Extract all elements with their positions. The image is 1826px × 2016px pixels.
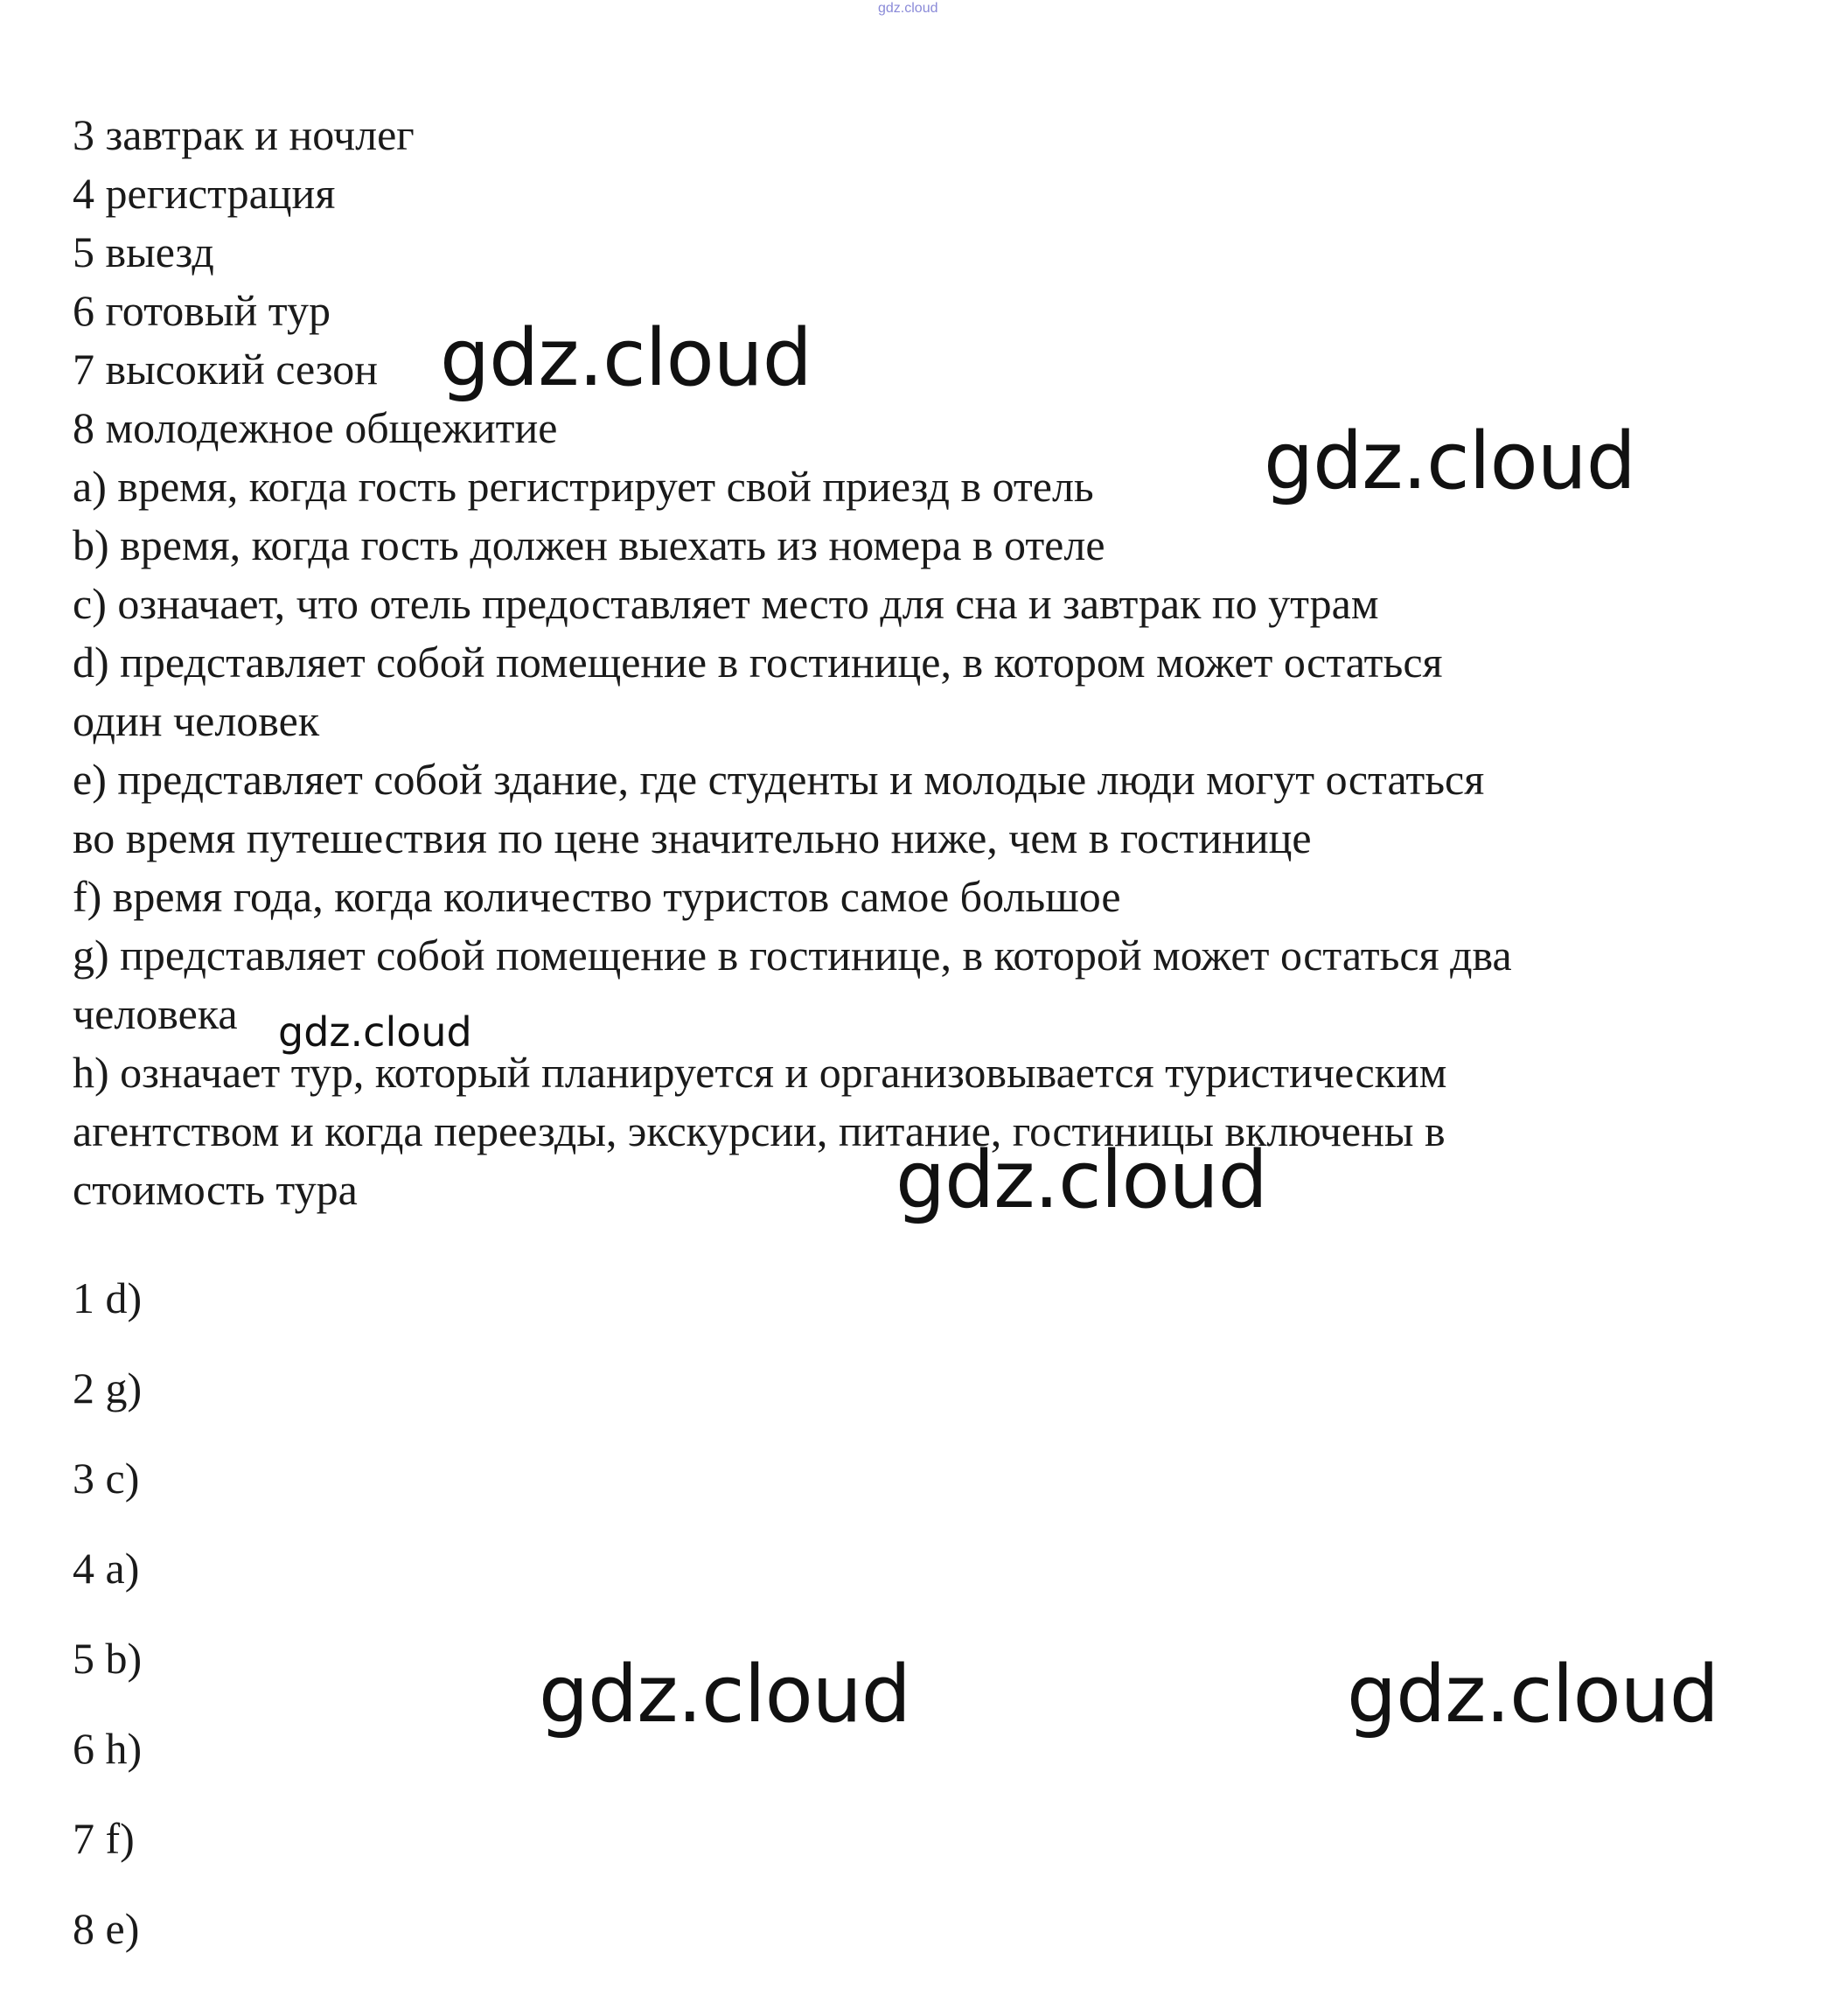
definition-line: агентством и когда переезды, экскурсии, питание, гостиницы включены в [73, 1106, 1446, 1155]
answer-item: 8 e) [73, 1904, 140, 1953]
definition-line: f) время года, когда количество туристов самое большое [73, 872, 1121, 921]
definition-line: b) время, когда гость должен выехать из номера в отеле [73, 520, 1105, 569]
term-line: 6 готовый тур [73, 286, 331, 335]
answer-item: 4 a) [73, 1544, 140, 1593]
term-line: 7 высокий сезон [73, 345, 379, 394]
definition-line: человека [73, 989, 238, 1038]
term-line: 8 молодежное общежитие [73, 403, 558, 452]
watermark: gdz.cloud [1347, 1649, 1718, 1740]
watermark: gdz.cloud [1264, 415, 1635, 507]
term-line: 3 завтрак и ночлег [73, 110, 415, 159]
definition-line: один человек [73, 696, 320, 745]
answer-item: 5 b) [73, 1634, 143, 1683]
watermark: gdz.cloud [539, 1649, 910, 1740]
answer-item: 2 g) [73, 1364, 143, 1413]
answer-item: 7 f) [73, 1814, 135, 1863]
watermark: gdz.cloud [440, 312, 812, 404]
definition-line: во время путешествия по цене значительно ниже, чем в гостинице [73, 813, 1312, 862]
answer-item: 6 h) [73, 1724, 143, 1773]
answer-list [73, 1253, 142, 1974]
term-line: 4 регистрация [73, 169, 336, 218]
site-mark: gdz.cloud [878, 1, 938, 16]
answer-item: 3 c) [73, 1454, 140, 1503]
definition-line: стоимость тура [73, 1165, 358, 1214]
term-line: 5 выезд [73, 227, 214, 276]
watermark: gdz.cloud [278, 1008, 472, 1056]
definition-line: a) время, когда гость регистрирует свой приезд в отель [73, 462, 1094, 511]
definition-line: c) означает, что отель предоставляет место для сна и завтрак по утрам [73, 579, 1379, 628]
definition-line: e) представляет собой здание, где студенты и молодые люди могут остаться [73, 755, 1485, 804]
definition-line: d) представляет собой помещение в гостинице, в котором может остаться [73, 638, 1443, 687]
answer-item: 1 d) [73, 1273, 143, 1322]
definition-line: h) означает тур, который планируется и организовывается туристическим [73, 1048, 1447, 1097]
definition-line: g) представляет собой помещение в гостинице, в которой может остаться два [73, 931, 1512, 980]
watermark: gdz.cloud [896, 1134, 1267, 1226]
